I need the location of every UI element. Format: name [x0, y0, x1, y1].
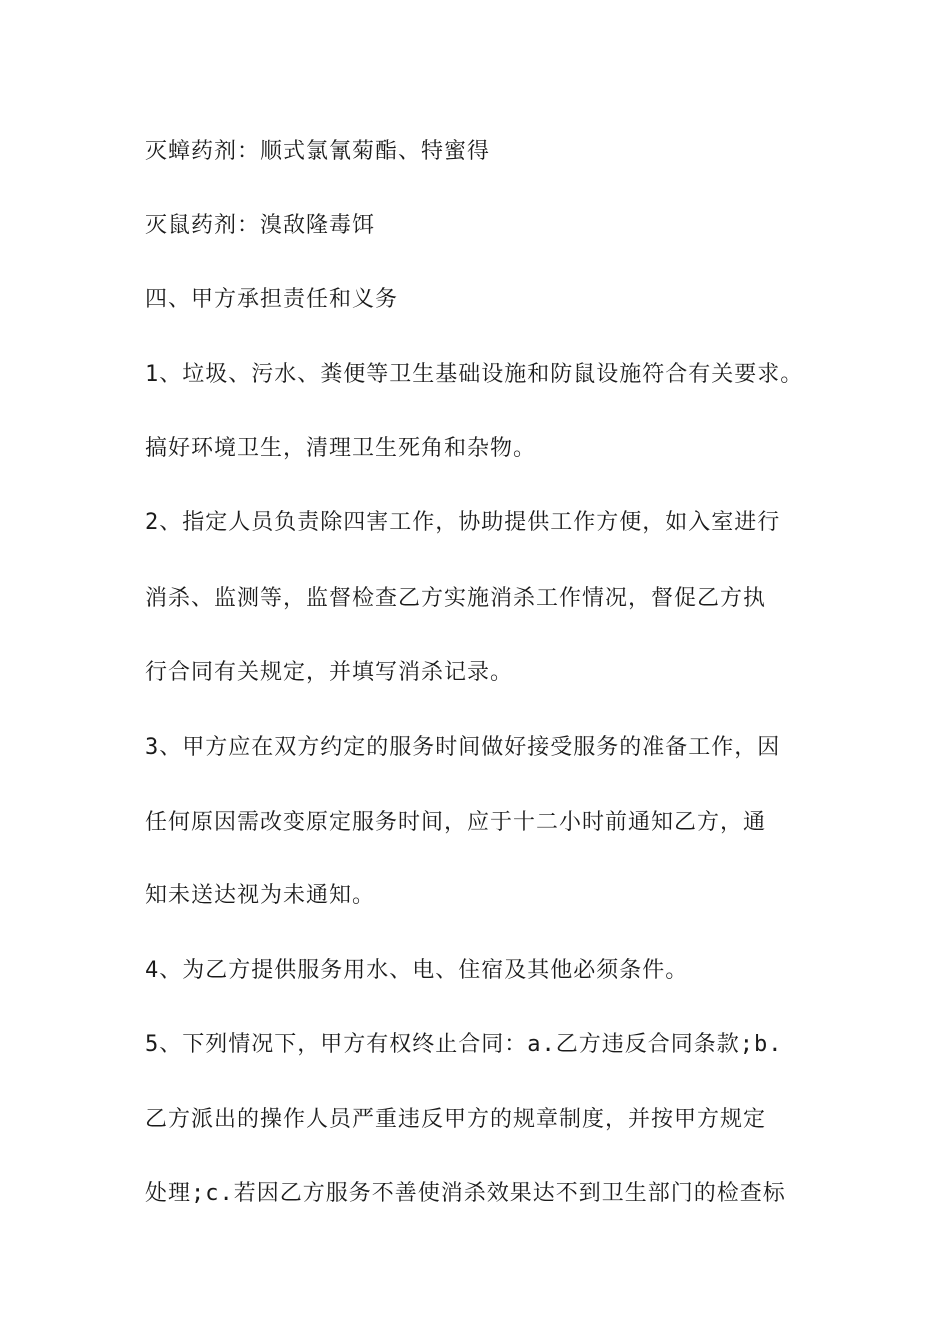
clause-2-line-1: 2、指定人员负责除四害工作，协助提供工作方便，如入室进行: [145, 510, 781, 535]
clause-1-line-2: 搞好环境卫生，清理卫生死角和杂物。: [145, 436, 537, 461]
clause-5-line-3: 处理;c.若因乙方服务不善使消杀效果达不到卫生部门的检查标: [145, 1181, 786, 1206]
text-line-cockroach-agents: 灭蟑药剂：顺式氯氰菊酯、特蜜得: [145, 139, 491, 164]
clause-4-line-1: 4、为乙方提供服务用水、电、住宿及其他必须条件。: [145, 958, 689, 983]
clause-3-line-3: 知未送达视为未通知。: [145, 883, 376, 908]
section-heading-party-a-duties: 四、甲方承担责任和义务: [145, 287, 399, 312]
clause-5-line-2: 乙方派出的操作人员严重违反甲方的规章制度，并按甲方规定: [145, 1107, 767, 1132]
clause-1-line-1: 1、垃圾、污水、粪便等卫生基础设施和防鼠设施符合有关要求。: [145, 362, 804, 387]
clause-3-line-2: 任何原因需改变原定服务时间，应于十二小时前通知乙方，通: [145, 810, 767, 835]
clause-5-line-1: 5、下列情况下，甲方有权终止合同：a.乙方违反合同条款;b.: [145, 1032, 783, 1057]
clause-3-line-1: 3、甲方应在双方约定的服务时间做好接受服务的准备工作，因: [145, 735, 781, 760]
clause-2-line-2: 消杀、监测等，监督检查乙方实施消杀工作情况，督促乙方执: [145, 586, 767, 611]
clause-2-line-3: 行合同有关规定，并填写消杀记录。: [145, 660, 514, 685]
text-line-rodent-agents: 灭鼠药剂：溴敌隆毒饵: [145, 213, 376, 238]
